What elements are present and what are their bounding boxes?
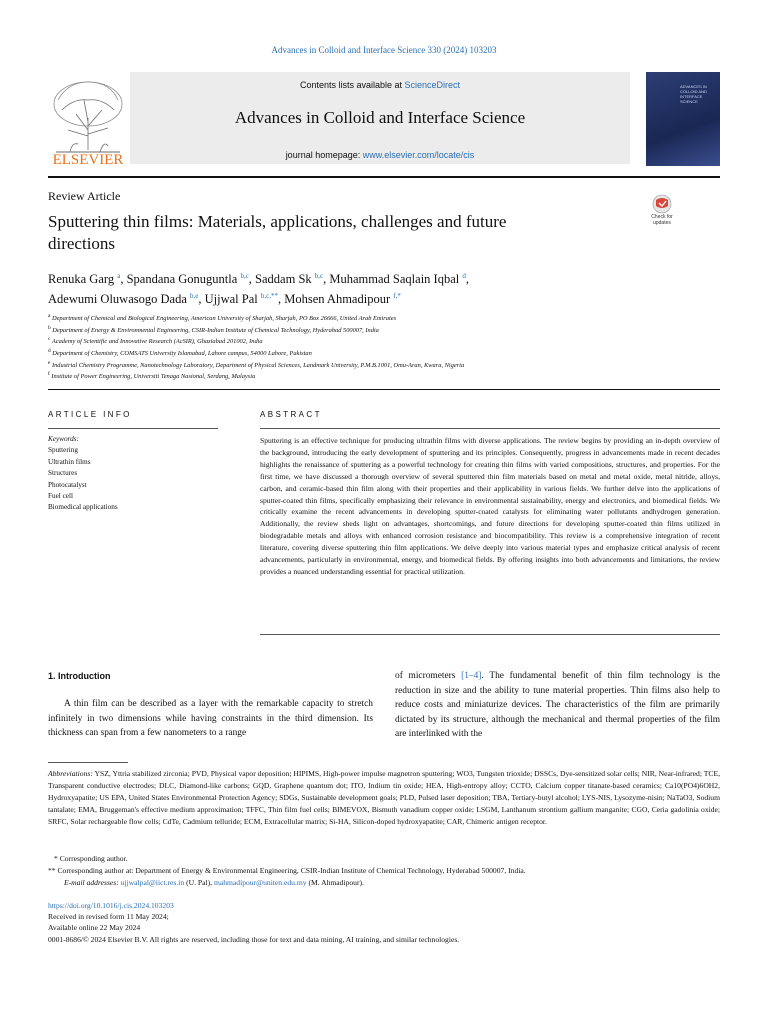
abstract-heading: ABSTRACT (260, 410, 322, 419)
keywords-list (48, 434, 218, 514)
affiliation: $^d$ Department of Chemistry, COMSATS University Islamabad, Lahore campus, 54000 Lahore, Pakistan (48, 347, 312, 357)
affiliations-divider (48, 389, 720, 390)
contents-line (130, 80, 630, 90)
check-for-updates-button[interactable] (645, 194, 679, 232)
email-link[interactable]: ujjwalpal@iict.res.in (120, 878, 185, 887)
journal-header-box (130, 72, 630, 164)
article-type: Review Article (48, 189, 121, 203)
keyword: Structures (48, 469, 78, 478)
journal-reference[interactable]: Advances in Colloid and Interface Science 330 (2024) 103203 (271, 45, 497, 55)
corresponding-author-address: ** Corresponding author at: Department of Energy & Environmental Engineering, CSIR-Indian Institute of Chemical Technology, Hyderabad 500007, India. (48, 866, 526, 875)
received-date: Received in revised form 11 May 2024; (48, 912, 169, 922)
abbreviations-text: YSZ, Yttria stabilized zirconia; PVD, Physical vapor deposition; HIPIMS, High-power impulse magnetron sputtering; WO3, Tungsten trioxide; DSSCs, Dye-sensitized solar cells; NIR, Near-infrared; TCE, Transparent conductive electrodes; DLC, Diamond-like carbons; GQD, Graphene quantum dot; ITO, Indium tin oxide; HEA, High-entropy alloy; CCTO, Calcium copper titanate-based ceramics; Ca10(PO4)6OH2, Hydroxyapatite; US EPA, United States Environmental Protection Agency; SDGs, Sustainable development goals; PLD, Pulsed laser deposition; TBA, Tertiary-butyl alcohol; LYS-NIS, Lysozyme-nisin; NaTaO3, Sodium tantalate; EMA, Bruggeman's effective medium approximation; TFFC, Thin film fuel cells; BIMEVOX, Bismuth vanadium copper oxide; LSGM, Lanthanum strontium gallium manganite; CGO, Ceria gadolinia oxide; SRFC, Solar rechargeable flow cells; CdTe, Cadmium telluride; ECM, Extracellular matrix; Si-HA, Silicon-doped hydroxyapatite; CAR, Chimeric antigen receptor. (48, 769, 721, 826)
copyright-notice: 0001-8686/© 2024 Elsevier B.V. All rights are reserved, including those for text and data mining, AI training, and similar technologies. (48, 934, 460, 944)
keyword: Photocatalyst (48, 480, 87, 489)
keywords-label: Keywords: (48, 435, 79, 443)
abbreviations-label: Abbreviations: (48, 769, 93, 778)
corresponding-author-note: * Corresponding author. (54, 854, 128, 863)
abbreviations-footnote (48, 768, 720, 828)
email-link[interactable]: mahmadipour@uniten.edu.my (213, 878, 307, 887)
affiliation: $^b$ Department of Energy & Environmental Engineering, CSIR-Indian Institute of Chemical Technology, Hyderabad 500007, India (48, 324, 379, 334)
check-updates-icon (645, 194, 679, 214)
body-text: . The fundamental benefit of thin film technology is the reduction in size and the ability to tune material properties. Thin films also help to reduce costs and miniaturize devices. The characteristics of the film are primarily dictated by its structure, although the mechanical and thermal properties of the film are interlinked with the (395, 671, 720, 740)
homepage-link[interactable]: www.elsevier.com/locate/cis (362, 150, 475, 160)
masthead (48, 70, 720, 168)
footnote-rule (48, 762, 128, 763)
body-text-right-column (395, 669, 720, 742)
email-owner: (U. Pal), (184, 878, 214, 887)
email-owner: (M. Ahmadipour). (306, 878, 364, 887)
author[interactable]: Renuka Garg $^a$ (48, 272, 121, 287)
abstract-text: Sputtering is an effective technique for producing ultrathin films with diverse applications. The review begins by providing an in-depth overview of the background, introducing the early development of sputtering and its principles. Consequently, progress in advancements made in recent decades highlights the renaissance of sputtering as a powerful technology for creating thin films with varied compositions, structures, and properties. For the first time, we have discussed a thorough overview of several sputtered thin film materials based on metal and metal oxide, metal nitride, alloys, carbon, and ceramic-based thin film along with their properties and their applicability in various fields. We further delve into the applications of sputter-coated thin films, specifically emphasizing their relevance in environmental sustainability, energy and electronics, and biomedical fields. We critically examine the recent advancements in developing sputter-coated catalysts for eliminating water pollutants andhydrogen generation. Additionally, the review sheds light on advantages, shortcomings, and future directions for developing sputter-coated thin films utilized in biodegradable metals and alloys with enhanced corrosion resistance and biocompatibility. This review is a comprehensive integration of recent literature, covering diverse sputtering thin film applications. We delve deeply into various material types and emphasize critical analysis of recent advancements, particularly in environmental, energy, and biomedical fields. By offering insights into both advancements and limitations, the review provides a nuanced understanding essential for practical utilization. (260, 436, 720, 576)
email-label: E-mail addresses: (64, 878, 121, 887)
keyword: Fuel cell (48, 492, 73, 501)
author[interactable]: Mohsen Ahmadipour $^{f,*}$ (284, 292, 401, 307)
abstract-rule (260, 428, 720, 429)
author[interactable]: Adewumi Oluwasogo Dada $^{b,e}$ (48, 292, 199, 307)
citation-link[interactable]: [1–4] (461, 671, 482, 681)
journal-cover-image[interactable] (646, 72, 720, 166)
section-heading-introduction: 1. Introduction (48, 671, 111, 681)
homepage-line (130, 150, 630, 160)
author-list: Renuka Garg $^a$, Spandana Gonuguntla $^{b,c}$, Saddam Sk $^{b,c}$, Muhammad Saqlain Iqbal $^d$, Adewumi Oluwasogo Dada $^{b,e}$, Ujjwal Pal $^{b,c,**}$, Mohsen Ahmadipour $^{f,*}$ (48, 272, 469, 307)
affiliations (48, 312, 728, 382)
keyword: Sputtering (48, 446, 78, 455)
author[interactable]: Spandana Gonuguntla $^{b,c}$ (126, 272, 249, 287)
body-text: of micrometers (395, 671, 462, 681)
author[interactable]: Ujjwal Pal $^{b,c,**}$ (204, 292, 278, 307)
check-updates-label: Check for updates (651, 214, 673, 226)
publication-info (48, 900, 720, 945)
keyword: Biomedical applications (48, 503, 118, 512)
doi-link[interactable]: https://doi.org/10.1016/j.cis.2024.103203 (48, 901, 174, 910)
author[interactable]: Muhammad Saqlain Iqbal $^d$ (329, 272, 466, 287)
elsevier-tree-icon (48, 70, 128, 168)
abstract-bottom-rule (260, 634, 720, 635)
journal-title: Advances in Colloid and Interface Science (234, 108, 526, 127)
body-text-left-column: A thin film can be described as a layer with the remarkable capacity to stretch infinitely in two dimensions while having constraints in the third dimension. Its thickness can span from a few nanometers to a range (48, 699, 373, 739)
affiliation: $^c$ Academy of Scientific and Innovative Research (AcSIR), Ghaziabad 201002, India (48, 336, 263, 346)
publisher-wordmark: ELSEVIER (52, 152, 124, 168)
article-title: Sputtering thin films: Materials, applications, challenges and future directions (48, 212, 507, 253)
sciencedirect-link[interactable]: ScienceDirect (404, 80, 461, 90)
email-addresses (48, 877, 720, 889)
keyword: Ultrathin films (48, 457, 91, 466)
affiliation: $^e$ Industrial Chemistry Programme, Nanotechnology Laboratory, Department of Physical Sciences, Landmark University, P.M.B.1001, Omu-Aran, Kwara, Nigeria (48, 359, 465, 369)
cover-title: ADVANCES IN COLLOID AND INTERFACE SCIENCE (680, 84, 707, 104)
homepage-prefix: journal homepage: (285, 150, 363, 160)
available-date: Available online 22 May 2024 (48, 923, 141, 933)
affiliation: $^a$ Department of Chemical and Biological Engineering, American University of Sharjah, Sharjah, PO Box 26666, United Arab Emirates (48, 313, 397, 323)
article-info-heading: ARTICLE INFO (48, 410, 132, 419)
contents-prefix: Contents lists available at (299, 80, 405, 90)
affiliation: $^f$ Institute of Power Engineering, Universiti Tenaga Nasional, Serdang, Malaysia (48, 371, 256, 381)
article-info-rule (48, 428, 218, 429)
header-divider (48, 176, 720, 178)
corresponding-notes (48, 853, 720, 889)
author[interactable]: Saddam Sk $^{b,c}$ (255, 272, 324, 287)
elsevier-logo (48, 70, 128, 168)
